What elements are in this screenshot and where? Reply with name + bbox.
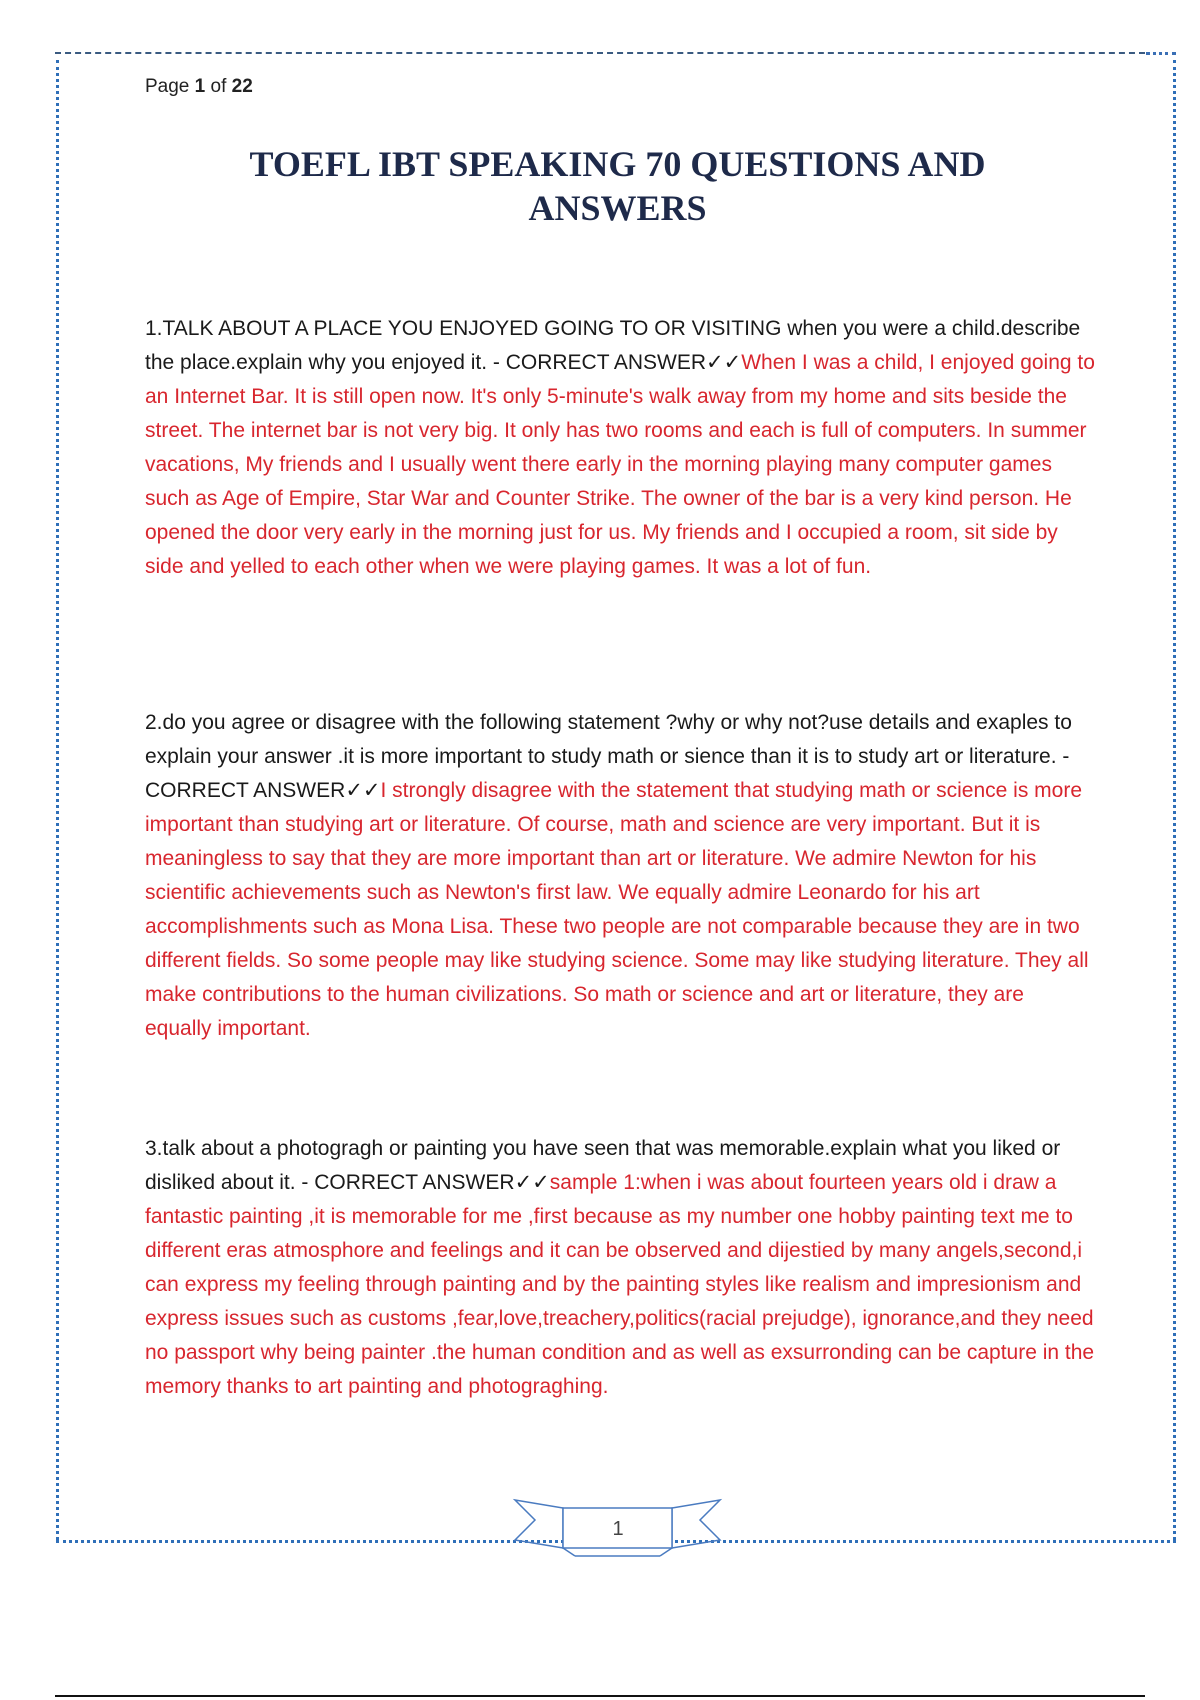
- page-border-top-dots: [1146, 52, 1176, 55]
- answer-text: sample 1:when i was about fourteen years old i draw a fantastic painting ,it is memorable for me ,first because as my number one hobby painting text me to different eras atmosphore and feelings and it can be observed and dijestied by many angels,second,i can express my feeling through painting and by the painting styles like realism and impresionism and express issues such as customs ,fear,love,treachery,politics(racial prejudge), ignorance,and they need no passport why being painter .the human condition and as well as exsurronding can be capture in the memory thanks to art painting and photograghing.: [145, 1171, 1095, 1398]
- page-current: 1: [194, 76, 206, 97]
- check-marks: ✓✓: [706, 351, 742, 374]
- qa-item-3: [145, 1132, 1095, 1404]
- document-title: [140, 142, 1095, 230]
- title-line-1: TOEFL IBT SPEAKING 70 QUESTIONS AND: [249, 144, 986, 184]
- page-label: [145, 76, 253, 98]
- answer-text: When I was a child, I enjoyed going to an Internet Bar. It is still open now. It's only 5-minute's walk away from my home and sits beside the street. The internet bar is not very big. It only has two rooms and each is full of computers. In summer vacations, My friends and I usually went there early in the morning playing many computer games such as Age of Empire, Star War and Counter Strike. The owner of the bar is a very kind person. He opened the door very early in the morning just for us. My friends and I occupied a room, sit side by side and yelled to each other when we were playing games. It was a lot of fun.: [145, 351, 1095, 578]
- page-border-right: [1173, 60, 1176, 1540]
- page-label-prefix: Page: [145, 76, 195, 97]
- page-border-top: [55, 52, 1145, 54]
- bottom-rule: [55, 1695, 1145, 1697]
- qa-item-2: [145, 706, 1095, 1046]
- page-total: 22: [231, 76, 253, 97]
- page-border-left: [56, 60, 59, 1540]
- title-line-2: ANSWERS: [528, 188, 707, 228]
- footer-page-number: 1: [612, 1518, 624, 1540]
- answer-text: I strongly disagree with the statement that studying math or science is more important than studying art or literature. Of course, math and science are very important. But it is meaningless to say that they are more important than art or literature. We admire Newton for his scientific achievements such as Newton's first law. We equally admire Leonardo for his art accomplishments such as Mona Lisa. These two people are not comparable because they are in two different fields. So some people may like studying science. Some may like studying literature. They all make contributions to the human civilizations. So math or science and art or literature, they are equally important.: [145, 779, 1089, 1040]
- qa-item-1: [145, 312, 1095, 584]
- check-marks: ✓✓: [345, 779, 381, 802]
- question-text: 2.do you agree or disagree with the following statement ?why or why not?use details and exaples to explain your answer .it is more important to study math or sience than it is to study art or literature. - CORRECT ANSWER: [145, 711, 1072, 802]
- check-marks: ✓✓: [514, 1171, 550, 1194]
- question-text: 3.talk about a photogragh or painting you have seen that was memorable.explain what you liked or disliked about it. - CORRECT ANSWER: [145, 1137, 1061, 1194]
- question-text: 1.TALK ABOUT A PLACE YOU ENJOYED GOING TO OR VISITING when you were a child.describe the place.explain why you enjoyed it. - CORRECT ANSWER: [145, 317, 1081, 374]
- page-label-of: of: [205, 76, 232, 97]
